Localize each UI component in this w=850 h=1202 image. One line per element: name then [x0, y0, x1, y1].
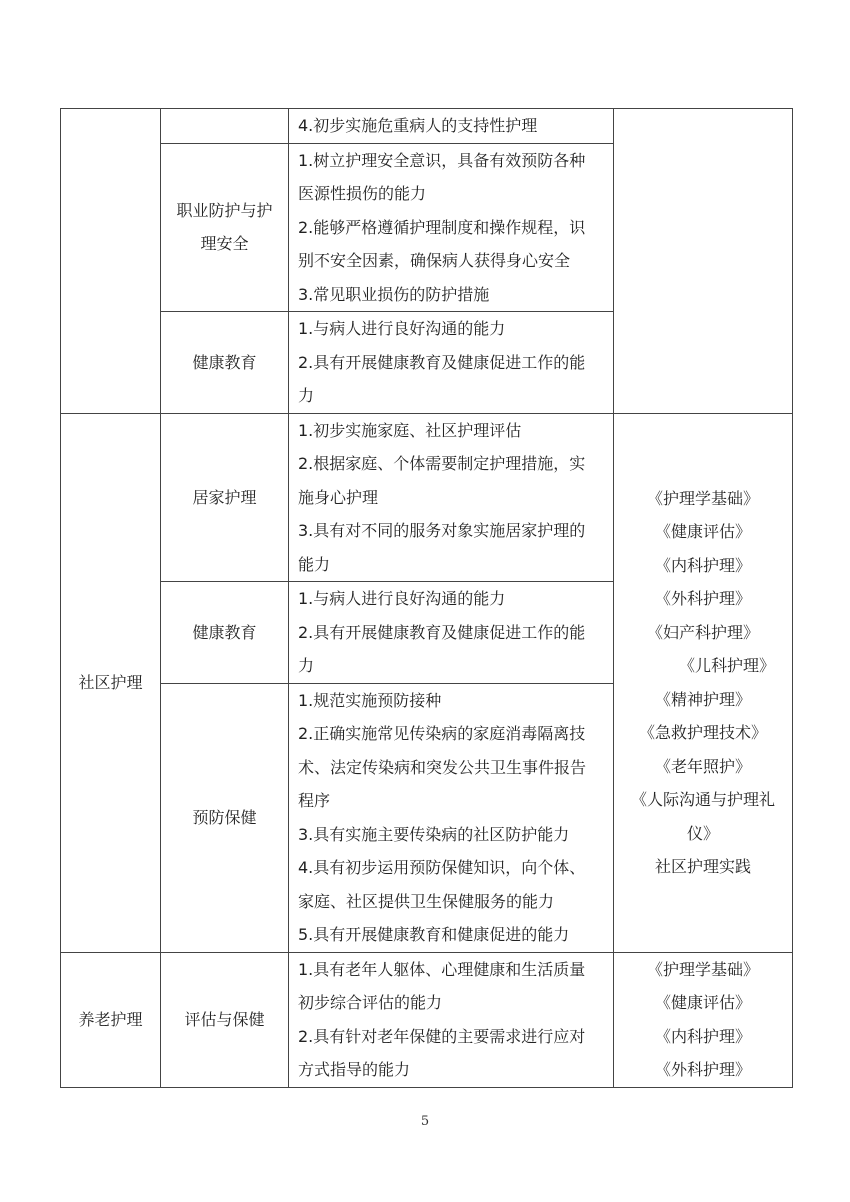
module-cell — [161, 312, 289, 414]
requirements-cell — [289, 143, 614, 312]
requirement-line: 2.具有针对老年保健的主要需求进行应对 — [298, 1026, 586, 1046]
course-line: 《内科护理》 — [654, 555, 751, 575]
module-name-line: 健康教育 — [192, 352, 257, 372]
requirement-line: 3.具有实施主要传染病的社区防护能力 — [298, 824, 570, 844]
table-row — [61, 952, 793, 1087]
requirement-line: 1.与病人进行良好沟通的能力 — [298, 589, 506, 608]
course-line: 《健康评估》 — [654, 993, 751, 1012]
requirement-line: 4.具有初步运用预防保健知识，向个体、 — [298, 858, 586, 877]
requirements-cell — [289, 582, 614, 684]
requirement-line: 医源性损伤的能力 — [298, 184, 427, 203]
module-cell — [161, 683, 289, 952]
module-cell — [161, 109, 289, 144]
requirements-cell — [289, 683, 614, 952]
course-line: 《护理学基础》 — [646, 959, 759, 979]
domain-cell — [61, 952, 161, 1087]
requirement-line: 1.规范实施预防接种 — [298, 690, 442, 710]
requirements-cell — [289, 312, 614, 414]
requirement-line: 1.具有老年人躯体、心理健康和生活质量 — [298, 959, 586, 979]
requirements-cell — [289, 109, 614, 144]
requirement-line: 1.初步实施家庭、社区护理评估 — [298, 420, 522, 440]
course-line: 仪》 — [686, 823, 719, 843]
domain-label: 养老护理 — [78, 1009, 143, 1029]
module-cell — [161, 413, 289, 582]
requirements-cell — [289, 952, 614, 1087]
requirement-line: 3.具有对不同的服务对象实施居家护理的 — [298, 521, 586, 540]
requirements-cell — [289, 413, 614, 582]
module-name-line: 职业防护与护 — [176, 200, 273, 220]
module-name-line: 评估与保健 — [184, 1009, 265, 1029]
course-line: 《内科护理》 — [654, 1026, 751, 1046]
requirement-line: 家庭、社区提供卫生保健服务的能力 — [298, 891, 555, 911]
requirement-line: 术、法定传染病和突发公共卫生事件报告 — [298, 757, 587, 777]
courses-cell — [614, 413, 793, 952]
module-name-line: 预防保健 — [192, 807, 257, 827]
requirement-line: 力 — [298, 386, 315, 405]
requirement-line: 程序 — [298, 791, 331, 810]
module-name-line: 居家护理 — [192, 487, 257, 507]
requirement-line: 力 — [298, 656, 315, 675]
domain-label: 社区护理 — [78, 672, 143, 692]
course-line: 《外科护理》 — [654, 589, 751, 608]
requirement-line: 1.与病人进行良好沟通的能力 — [298, 319, 506, 338]
course-line: 社区护理实践 — [654, 857, 751, 876]
requirement-line: 施身心护理 — [298, 487, 379, 507]
module-name-line: 健康教育 — [192, 622, 257, 642]
module-cell — [161, 582, 289, 684]
requirement-line: 2.正确实施常见传染病的家庭消毒隔离技 — [298, 724, 586, 743]
course-line: 《儿科护理》 — [678, 656, 775, 675]
requirement-line: 别不安全因素，确保病人获得身心安全 — [298, 251, 571, 270]
courses-cell — [614, 952, 793, 1087]
module-cell — [161, 143, 289, 312]
requirement-line: 2.根据家庭、个体需要制定护理措施，实 — [298, 454, 586, 473]
requirement-line: 初步综合评估的能力 — [298, 993, 443, 1012]
requirement-line: 4.初步实施危重病人的支持性护理 — [298, 116, 538, 135]
course-line: 《人际沟通与护理礼 — [630, 790, 775, 809]
requirement-line: 3.常见职业损伤的防护措施 — [298, 284, 490, 304]
domain-cell — [61, 413, 161, 952]
curriculum-table — [60, 108, 793, 1088]
requirement-line: 2.具有开展健康教育及健康促进工作的能 — [298, 622, 586, 642]
module-name-line: 理安全 — [200, 234, 249, 254]
requirement-line: 方式指导的能力 — [298, 1060, 411, 1079]
module-cell — [161, 952, 289, 1087]
page-number: 5 — [420, 1114, 430, 1129]
requirement-line: 能力 — [298, 554, 331, 574]
courses-cell — [614, 109, 793, 414]
requirement-line: 2.能够严格遵循护理制度和操作规程，识 — [298, 217, 586, 237]
course-line: 《外科护理》 — [654, 1060, 751, 1079]
course-line: 《老年照护》 — [654, 756, 751, 776]
course-line: 《急救护理技术》 — [638, 723, 767, 742]
requirement-line: 5.具有开展健康教育和健康促进的能力 — [298, 925, 570, 944]
table-row — [61, 413, 793, 582]
requirement-line: 1.树立护理安全意识，具备有效预防各种 — [298, 150, 586, 170]
course-line: 《健康评估》 — [654, 522, 751, 541]
course-line: 《妇产科护理》 — [646, 622, 759, 642]
course-line: 《护理学基础》 — [646, 488, 759, 508]
table-row — [61, 109, 793, 144]
domain-cell — [61, 109, 161, 414]
requirement-line: 2.具有开展健康教育及健康促进工作的能 — [298, 352, 586, 372]
course-line: 《精神护理》 — [654, 689, 751, 709]
